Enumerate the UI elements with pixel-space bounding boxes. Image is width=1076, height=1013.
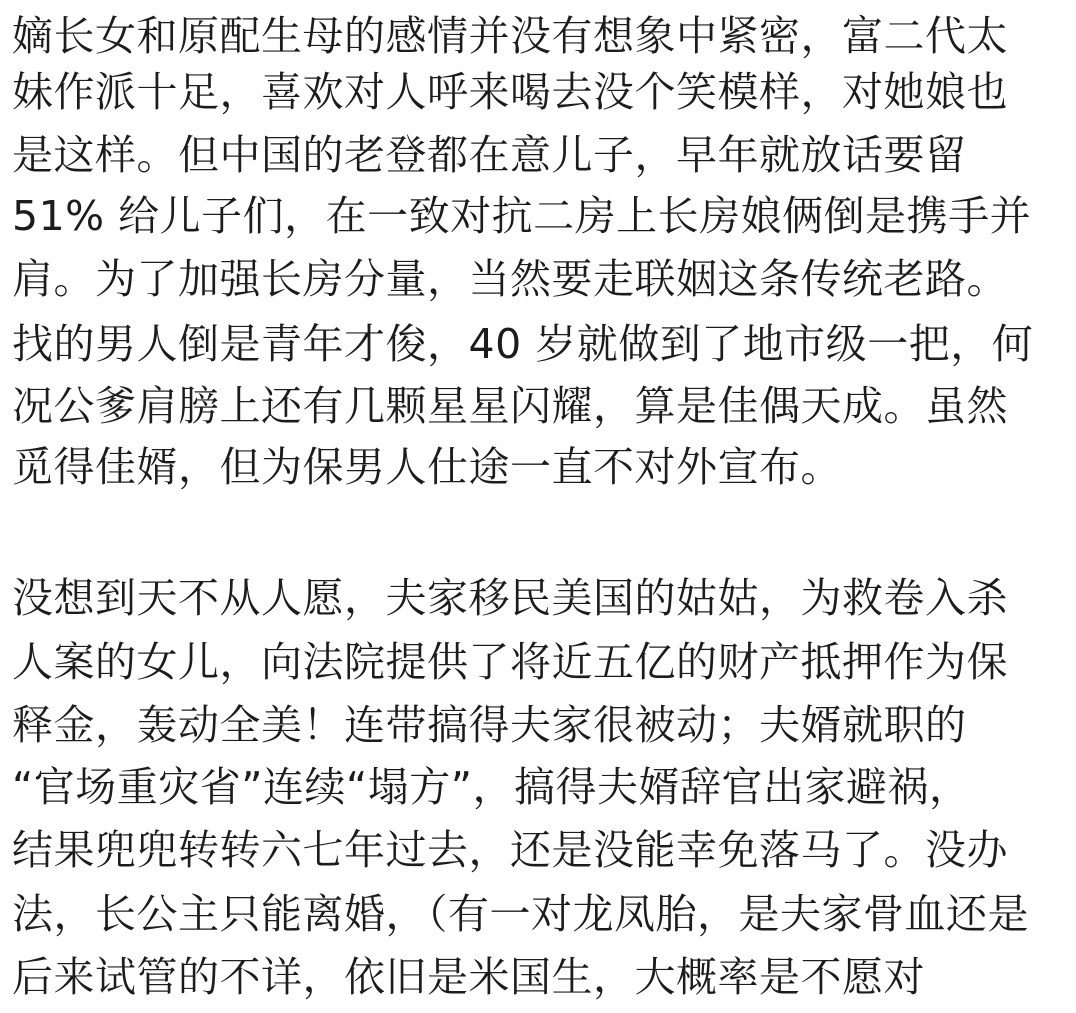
text-line: 没想到天不从人愿，夫家移民美国的姑姑，为救卷入杀 [12,574,1008,622]
text-line: 是这样。但中国的老登都在意儿子，早年就放话要留 [12,131,967,179]
text-line: 人案的女儿，向法院提供了将近五亿的财产抵押作为保 [12,638,1008,686]
text-line: 觅得佳婿，但为保男人仕途一直不对外宣布。 [12,443,842,491]
text-line: “官场重灾省”连续“塌方”，搞得夫婿辞官出家避祸， [12,763,971,811]
text-line: 嫡长女和原配生母的感情并没有想象中紧密，富二代太 [12,12,1008,60]
text-line: 肩。为了加强长房分量，当然要走联姻这条传统老路。 [12,255,1008,303]
text-line: 况公爹肩膀上还有几颗星星闪耀，算是佳偶天成。虽然 [12,382,1008,430]
text-line: 释金，轰动全美！连带搞得夫家很被动；夫婿就职的 [12,701,967,749]
text-line: 51% 给儿子们，在一致对抗二房上长房娘俩倒是携手并 [12,192,1032,240]
text-line: 找的男人倒是青年才俊，40 岁就做到了地市级一把，何 [12,320,1034,368]
text-line: 妹作派十足，喜欢对人呼来喝去没个笑模样，对她娘也 [12,68,1008,116]
text-line: 结果兜兜转转六七年过去，还是没能幸免落马了。没办 [12,826,1008,874]
text-line: 法，长公主只能离婚，（有一对龙凤胎，是夫家骨血还是 [12,890,1029,938]
text-line: 后来试管的不详，依旧是米国生，大概率是不愿对 [12,953,925,1001]
